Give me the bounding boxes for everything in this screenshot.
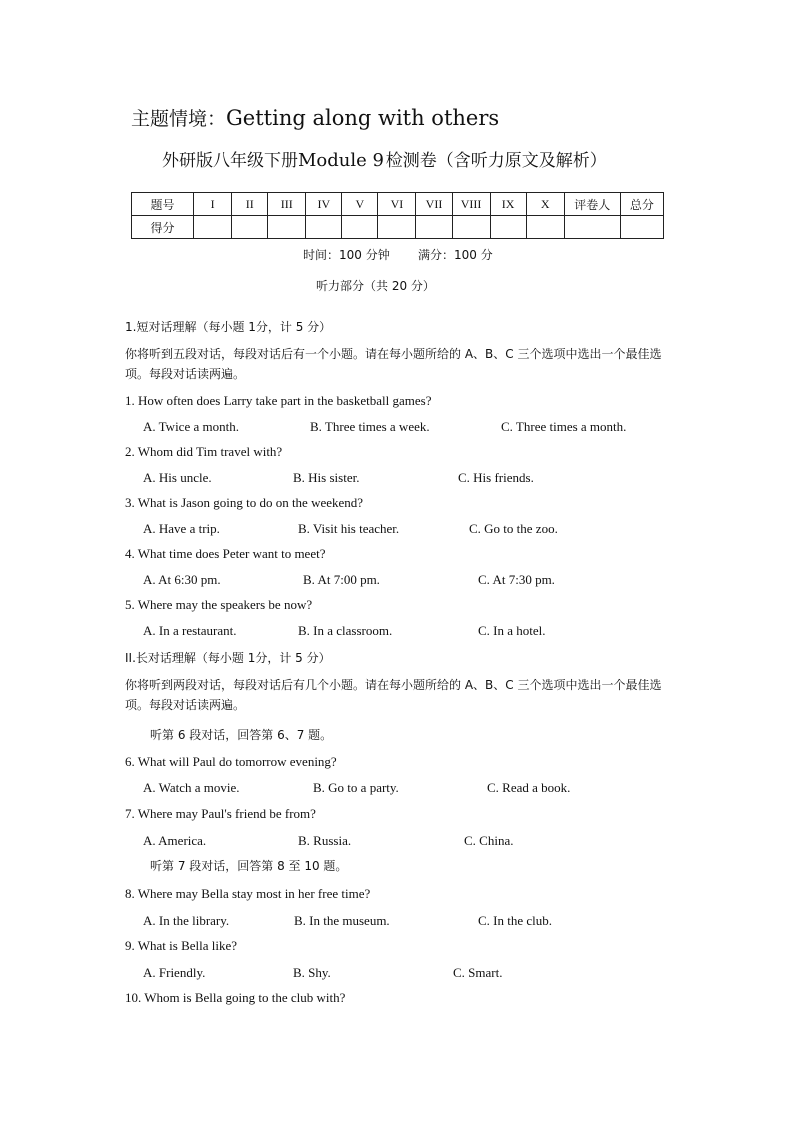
exam-time: 时间：100 分钟: [303, 248, 390, 262]
topic-label: 主题情境：: [131, 108, 227, 130]
table-header-cell: VII: [416, 193, 452, 216]
question-2: 2. Whom did Tim travel with?: [125, 444, 283, 459]
section2-instructions: 你将听到两段对话，每段对话后有几个小题。请在每小题所给的 A、B、C 三个选项中选出一个最佳选项。每段对话读两遍。: [125, 678, 662, 712]
listening-header: 听力部分（共 20 分）: [316, 279, 435, 293]
question-5: 5. Where may the speakers be now?: [125, 597, 313, 612]
table-header-cell: VI: [378, 193, 416, 216]
option-b[interactable]: B. His sister.: [293, 470, 360, 485]
option-a[interactable]: A. At 6:30 pm.: [143, 572, 221, 587]
score-cell[interactable]: [194, 216, 232, 239]
option-c[interactable]: C. His friends.: [458, 470, 534, 485]
table-header-cell: II: [232, 193, 268, 216]
option-c[interactable]: C. China.: [464, 833, 514, 848]
section2-heading: II.长对话理解（每小题 1分，计 5 分）: [125, 651, 331, 665]
score-cell[interactable]: [416, 216, 452, 239]
table-header-cell: VIII: [452, 193, 490, 216]
table-row-label: 得分: [132, 216, 194, 239]
table-header-cell: I: [194, 193, 232, 216]
option-a[interactable]: A. Have a trip.: [143, 521, 220, 536]
question-8: 8. Where may Bella stay most in her free time?: [125, 886, 371, 901]
question-7: 7. Where may Paul's friend be from?: [125, 806, 316, 821]
table-header-cell: 评卷人: [564, 193, 620, 216]
score-table-header-row: [132, 193, 664, 216]
option-c[interactable]: C. Go to the zoo.: [469, 521, 558, 536]
option-b[interactable]: B. In a classroom.: [298, 623, 393, 638]
option-c[interactable]: C. Read a book.: [487, 780, 571, 795]
score-cell[interactable]: [306, 216, 342, 239]
option-a[interactable]: A. Twice a month.: [143, 419, 239, 434]
topic-text: Getting along with others: [226, 106, 500, 130]
option-c[interactable]: C. In a hotel.: [478, 623, 546, 638]
score-cell[interactable]: [232, 216, 268, 239]
title-cn: 外研版八年级下册: [162, 151, 298, 171]
page-title: [162, 146, 607, 171]
title-rest: 检测卷（含听力原文及解析）: [385, 151, 607, 171]
table-header-cell: IV: [306, 193, 342, 216]
dialogue-6-note: 听第 6 段对话，回答第 6、7 题。: [150, 728, 333, 742]
table-header-cell: V: [342, 193, 378, 216]
score-cell[interactable]: [378, 216, 416, 239]
exam-full-score: 满分：100 分: [418, 248, 493, 262]
score-cell[interactable]: [342, 216, 378, 239]
table-header-cell: X: [526, 193, 564, 216]
score-cell[interactable]: [564, 216, 620, 239]
score-table-score-row: [132, 216, 664, 239]
table-header-cell: 总分: [620, 193, 663, 216]
question-10: 10. Whom is Bella going to the club with?: [125, 990, 346, 1005]
option-a[interactable]: A. In a restaurant.: [143, 623, 237, 638]
option-c[interactable]: C. In the club.: [478, 913, 553, 928]
question-6: 6. What will Paul do tomorrow evening?: [125, 754, 337, 769]
option-b[interactable]: B. At 7:00 pm.: [303, 572, 380, 587]
section1-heading: 1.短对话理解（每小题 1分，计 5 分）: [125, 320, 332, 334]
question-9: 9. What is Bella like?: [125, 938, 238, 953]
option-b[interactable]: B. Go to a party.: [313, 780, 399, 795]
title-module: Module 9: [298, 150, 384, 171]
option-a[interactable]: A. America.: [143, 833, 207, 848]
table-header-cell: III: [268, 193, 306, 216]
option-a[interactable]: A. Friendly.: [143, 965, 206, 980]
question-4: 4. What time does Peter want to meet?: [125, 546, 326, 561]
option-a[interactable]: A. In the library.: [143, 913, 230, 928]
option-a[interactable]: A. His uncle.: [143, 470, 212, 485]
score-cell[interactable]: [526, 216, 564, 239]
option-a[interactable]: A. Watch a movie.: [143, 780, 240, 795]
score-table: [131, 192, 664, 239]
score-cell[interactable]: [268, 216, 306, 239]
score-cell[interactable]: [620, 216, 663, 239]
score-cell[interactable]: [490, 216, 526, 239]
question-1: 1. How often does Larry take part in the basketball games?: [125, 393, 432, 408]
option-b[interactable]: B. Shy.: [293, 965, 331, 980]
option-c[interactable]: C. At 7:30 pm.: [478, 572, 555, 587]
score-cell[interactable]: [452, 216, 490, 239]
dialogue-7-note: 听第 7 段对话，回答第 8 至 10 题。: [150, 859, 348, 873]
option-b[interactable]: B. In the museum.: [294, 913, 390, 928]
table-header-cell: 题号: [132, 193, 194, 216]
option-c[interactable]: C. Three times a month.: [501, 419, 627, 434]
question-3: 3. What is Jason going to do on the weekend?: [125, 495, 364, 510]
option-b[interactable]: B. Visit his teacher.: [298, 521, 400, 536]
section1-instructions: 你将听到五段对话，每段对话后有一个小题。请在每小题所给的 A、B、C 三个选项中选出一个最佳选项。每段对话读两遍。: [125, 347, 662, 381]
option-b[interactable]: B. Three times a week.: [310, 419, 430, 434]
topic-line: [131, 104, 499, 131]
table-header-cell: IX: [490, 193, 526, 216]
option-b[interactable]: B. Russia.: [298, 833, 352, 848]
option-c[interactable]: C. Smart.: [453, 965, 503, 980]
